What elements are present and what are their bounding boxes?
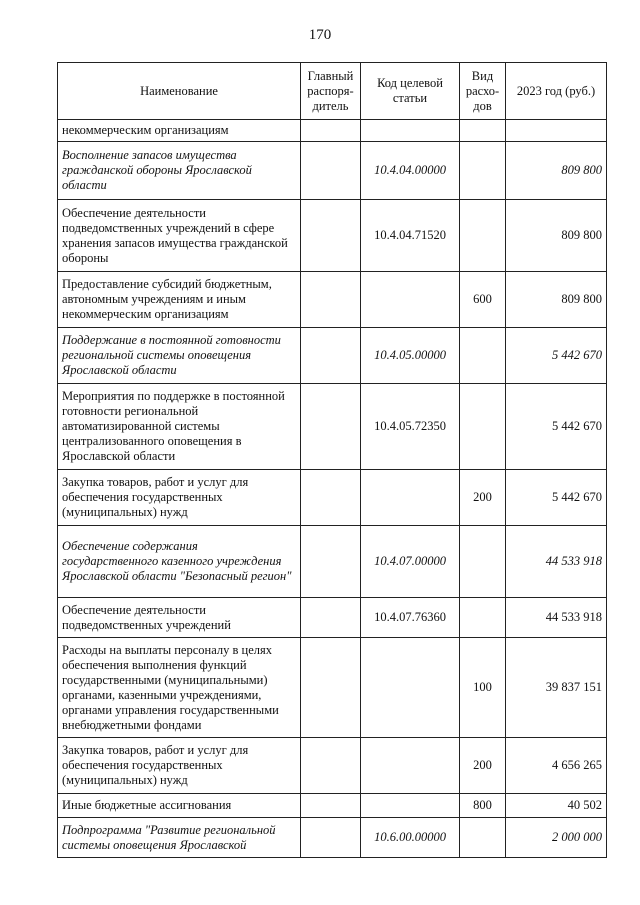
row-amount: 39 837 151: [506, 638, 607, 738]
row-chief-manager: [301, 638, 361, 738]
row-name: Подпрограмма "Развитие региональной системы оповещения Ярославской: [58, 818, 301, 858]
row-code: 10.4.04.71520: [361, 200, 460, 272]
row-code: [361, 794, 460, 818]
row-type: 200: [460, 738, 506, 794]
row-name: Иные бюджетные ассигнования: [58, 794, 301, 818]
row-name: Закупка товаров, работ и услуг для обеспечения государственных (муниципальных) нужд: [58, 738, 301, 794]
row-chief-manager: [301, 794, 361, 818]
row-type: 800: [460, 794, 506, 818]
table-row: [58, 200, 607, 272]
row-name: Обеспечение деятельности подведомственных учреждений: [58, 598, 301, 638]
row-chief-manager: [301, 738, 361, 794]
table-row: [58, 142, 607, 200]
page-number: 170: [308, 27, 332, 43]
table-row: [58, 794, 607, 818]
table-row: [58, 470, 607, 526]
row-code: [361, 738, 460, 794]
row-name: Расходы на выплаты персоналу в целях обеспечения выполнения функций государственными (муниципальными) органами, казенными учреждениями, органами управления государственными внебюджетными фондами: [58, 638, 301, 738]
row-chief-manager: [301, 384, 361, 470]
table-row: [58, 272, 607, 328]
row-amount: 4 656 265: [506, 738, 607, 794]
row-code: [361, 120, 460, 142]
row-code: 10.6.00.00000: [361, 818, 460, 858]
row-type: [460, 818, 506, 858]
row-type: 100: [460, 638, 506, 738]
row-code: [361, 272, 460, 328]
table-row: [58, 598, 607, 638]
row-chief-manager: [301, 328, 361, 384]
header-expense-type: Вид расхо-дов: [460, 63, 506, 120]
row-amount: 44 533 918: [506, 526, 607, 598]
row-chief-manager: [301, 120, 361, 142]
table-row: [58, 738, 607, 794]
row-code: [361, 638, 460, 738]
table-row: [58, 638, 607, 738]
row-name: Предоставление субсидий бюджетным, автономным учреждениям и иным некоммерческим организациям: [58, 272, 301, 328]
row-type: [460, 142, 506, 200]
row-name: некоммерческим организациям: [58, 120, 301, 142]
row-chief-manager: [301, 818, 361, 858]
row-chief-manager: [301, 526, 361, 598]
row-type: 600: [460, 272, 506, 328]
table-body: [58, 120, 607, 858]
table-row: [58, 384, 607, 470]
row-amount: [506, 120, 607, 142]
header-year-2023: 2023 год (руб.): [506, 63, 607, 120]
table-row: [58, 526, 607, 598]
table-row: [58, 120, 607, 142]
row-type: [460, 526, 506, 598]
row-amount: 5 442 670: [506, 470, 607, 526]
row-code: [361, 470, 460, 526]
row-chief-manager: [301, 272, 361, 328]
row-chief-manager: [301, 142, 361, 200]
row-code: 10.4.04.00000: [361, 142, 460, 200]
row-amount: 809 800: [506, 142, 607, 200]
row-amount: 40 502: [506, 794, 607, 818]
header-name: Наименование: [58, 63, 301, 120]
row-amount: 809 800: [506, 200, 607, 272]
row-type: [460, 120, 506, 142]
row-amount: 5 442 670: [506, 384, 607, 470]
row-name: Обеспечение содержания государственного казенного учреждения Ярославской области "Безопасный регион": [58, 526, 301, 598]
table-row: [58, 818, 607, 858]
row-type: [460, 328, 506, 384]
header-chief-manager: Главный распоря-дитель: [301, 63, 361, 120]
row-code: 10.4.07.76360: [361, 598, 460, 638]
row-amount: 2 000 000: [506, 818, 607, 858]
row-name: Обеспечение деятельности подведомственных учреждений в сфере хранения запасов имущества гражданской обороны: [58, 200, 301, 272]
header-target-code: Код целевой статьи: [361, 63, 460, 120]
table-row: [58, 328, 607, 384]
row-type: 200: [460, 470, 506, 526]
row-amount: 5 442 670: [506, 328, 607, 384]
budget-table: [57, 62, 607, 858]
row-chief-manager: [301, 200, 361, 272]
row-amount: 809 800: [506, 272, 607, 328]
row-chief-manager: [301, 598, 361, 638]
row-code: 10.4.05.00000: [361, 328, 460, 384]
table-header: [58, 63, 607, 120]
row-type: [460, 598, 506, 638]
row-name: Мероприятия по поддержке в постоянной готовности региональной автоматизированной системы централизованного оповещения в Ярославской области: [58, 384, 301, 470]
row-name: Восполнение запасов имущества гражданской обороны Ярославской области: [58, 142, 301, 200]
row-name: Поддержание в постоянной готовности региональной системы оповещения Ярославской области: [58, 328, 301, 384]
row-amount: 44 533 918: [506, 598, 607, 638]
row-type: [460, 200, 506, 272]
row-code: 10.4.07.00000: [361, 526, 460, 598]
row-type: [460, 384, 506, 470]
row-chief-manager: [301, 470, 361, 526]
row-code: 10.4.05.72350: [361, 384, 460, 470]
row-name: Закупка товаров, работ и услуг для обеспечения государственных (муниципальных) нужд: [58, 470, 301, 526]
